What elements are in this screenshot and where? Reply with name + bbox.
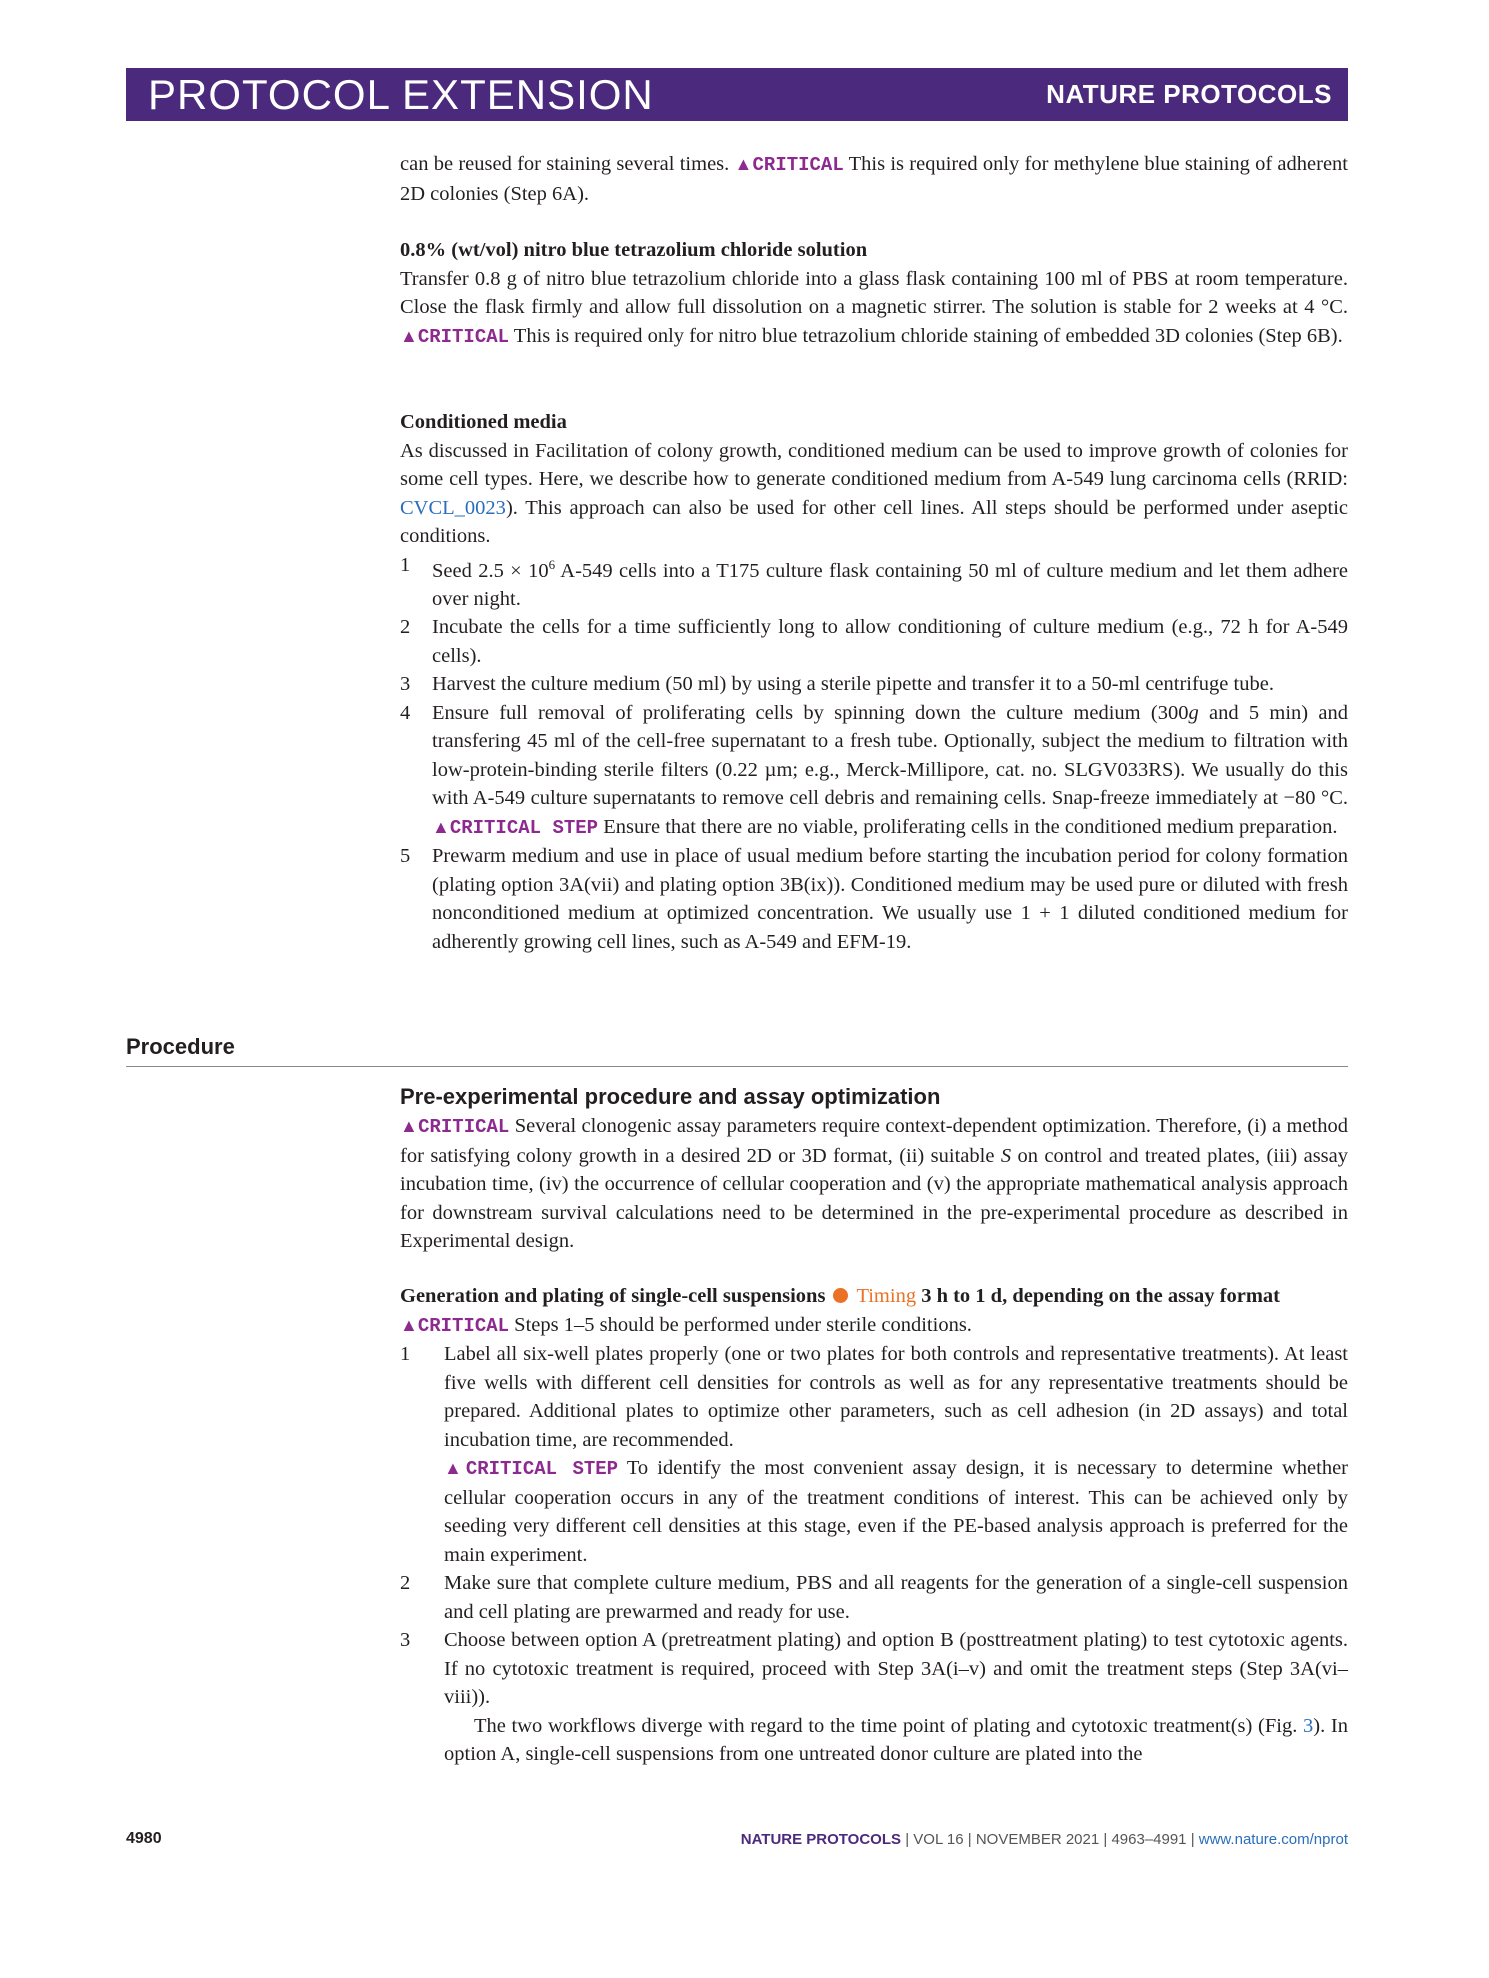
page-number: 4980 (126, 1830, 162, 1847)
critical-label: CRITICAL (418, 1116, 510, 1138)
item-text: Ensure that there are no viable, proliferating cells in the conditioned medium preparation. (598, 815, 1338, 838)
paragraph-text: Several clonogenic assay parameters require context-dependent optimization. Therefore, (i) a method for satisfying colony growth in a desired 2D or 3D format, (ii) suitable (400, 1115, 1349, 1167)
list-item (400, 699, 1348, 843)
critical-triangle-icon: ▲ (444, 1458, 466, 1478)
item-text: Harvest the culture medium (50 ml) by using a sterile pipette and transfer it to a 50-ml centrifuge tube. (432, 673, 1274, 696)
nbt-solution-section (400, 236, 1348, 351)
paragraph-text: on control and treated plates, (iii) assay incubation time, (iv) the occurrence of cellular cooperation and (v) the appropriate mathematical analysis approach for downstream survival calculations need to be determined in the pre-experimental procedure as described in Experimental design. (400, 1144, 1349, 1252)
italic-unit: g (1188, 701, 1199, 724)
procedure-step-2 (400, 1569, 1348, 1626)
step-text: ). In option A, single-cell suspensions from one untreated donor culture are plated into the (444, 1714, 1348, 1765)
header-banner (126, 68, 1348, 121)
critical-step-label: CRITICAL STEP (449, 816, 599, 839)
procedure-step-3 (400, 1626, 1348, 1769)
item-text: Seed 2.5 × 10 (432, 559, 549, 582)
step-number: 1 (400, 1343, 411, 1365)
item-text: and 5 min) and transfering 45 ml of the cell-free supernatant to a fresh tube. Optionally, subject the medium to filtration with low-protein-binding sterile filters (0.22 µm; e.g., Merck-Millipore, cat. no. SLGV033RS). We usually do this with A-549 culture supernatants to remove cell debris and remaining cells. Snap-freeze immediately at −80 °C. (432, 701, 1348, 810)
footer-pages: 4963–4991 (1111, 1831, 1187, 1848)
italic-symbol: S (1000, 1144, 1012, 1167)
list-item (400, 670, 1348, 699)
critical-triangle-icon: ▲ (400, 325, 418, 346)
critical-step-label: CRITICAL STEP (465, 1458, 619, 1480)
paragraph-text: can be reused for staining several times. (400, 153, 735, 175)
paragraph-text: Steps 1–5 should be performed under sterile conditions. (509, 1313, 972, 1336)
subsection-heading: Pre-experimental procedure and assay optimization (400, 1084, 941, 1109)
generation-plating-section (400, 1282, 1348, 1769)
superscript: 6 (548, 556, 556, 572)
footer-journal: NATURE PROTOCOLS (740, 1831, 902, 1848)
list-number: 3 (400, 673, 411, 696)
methylene-blue-paragraph (400, 150, 1348, 208)
list-number: 5 (400, 845, 411, 868)
critical-label: CRITICAL (417, 325, 510, 348)
critical-label: CRITICAL (752, 154, 844, 176)
section-heading: Conditioned media (400, 411, 567, 433)
critical-triangle-icon: ▲ (400, 1116, 419, 1136)
critical-triangle-icon: ▲ (432, 816, 450, 837)
paragraph-text: Transfer 0.8 g of nitro blue tetrazolium chloride into a glass flask containing 100 ml of PBS at room temperature. Close the flask firmly and allow full dissolution on a magnetic stirrer. The solution is stable for 2 weeks at 4 °C. (400, 267, 1348, 318)
heading-text: Generation and plating of single-cell suspensions (400, 1285, 826, 1307)
item-text: Ensure full removal of proliferating cells by spinning down the culture medium (300 (432, 701, 1189, 724)
procedure-step-1 (400, 1340, 1348, 1569)
conditioned-media-steps (400, 551, 1348, 957)
critical-triangle-icon: ▲ (400, 1314, 418, 1335)
pre-experimental-section (400, 1082, 1348, 1256)
list-item (400, 842, 1348, 956)
conditioned-media-section (400, 408, 1348, 956)
step-number: 2 (400, 1572, 411, 1594)
step-text: Make sure that complete culture medium, PBS and all reagents for the generation of a single-cell suspension and cell plating are prewarmed and ready for use. (444, 1572, 1348, 1623)
subsection-heading (400, 1282, 1348, 1311)
item-text: A-549 cells into a T175 culture flask containing 50 ml of culture medium and let them adhere over night. (432, 559, 1348, 610)
footer-date: NOVEMBER 2021 (975, 1831, 1100, 1848)
critical-triangle-icon: ▲ (734, 154, 753, 174)
step-text: Choose between option A (pretreatment plating) and option B (posttreatment plating) to test cytotoxic agents. If no cytotoxic treatment is required, proceed with Step 3A(i–v) and omit the treatment steps (Step 3A(vi–viii)). (444, 1629, 1348, 1708)
list-number: 4 (400, 701, 411, 724)
item-text: Incubate the cells for a time sufficiently long to allow conditioning of culture medium (e.g., 72 h for A-549 cells). (432, 616, 1348, 667)
timing-label: Timing (856, 1285, 917, 1307)
paragraph-text: As discussed in Facilitation of colony growth, conditioned medium can be used to improve growth of colonies for some cell types. Here, we describe how to generate conditioned medium from A-549 lung carcinoma cells (RRID: (400, 439, 1348, 490)
heading-text: 3 h to 1 d, depending on the assay format (921, 1285, 1280, 1307)
footer-citation: NATURE PROTOCOLS | VOL 16 | NOVEMBER 2021 | 4963–4991 | www.nature.com/nprot (740, 1831, 1348, 1848)
paragraph-text: This is required only for nitro blue tetrazolium chloride staining of embedded 3D colonies (Step 6B). (509, 324, 1343, 347)
critical-label: CRITICAL (417, 1314, 510, 1337)
paragraph-text: This is required only for methylene blue staining of adherent 2D colonies (Step 6A). (400, 153, 1348, 205)
step-text: The two workflows diverge with regard to the time point of plating and cytotoxic treatment(s) (Fig. (474, 1714, 1304, 1737)
footer-volume: VOL 16 (913, 1831, 964, 1848)
paragraph-text: ). This approach can also be used for other cell lines. All steps should be performed under aseptic conditions. (400, 496, 1348, 547)
step-number: 3 (400, 1629, 411, 1651)
procedure-heading: Procedure (126, 1034, 235, 1059)
footer-url-link[interactable]: www.nature.com/nprot (1198, 1831, 1348, 1848)
list-number: 2 (400, 616, 411, 639)
section-heading: 0.8% (wt/vol) nitro blue tetrazolium chloride solution (400, 239, 868, 261)
step-text: To identify the most convenient assay design, it is necessary to determine whether cellular cooperation occurs in any of the treatment conditions of interest. This can be achieved only by seeding very different cell densities at this stage, even if the PE-based analysis approach is preferred for the main experiment. (444, 1457, 1348, 1566)
list-item (400, 551, 1348, 614)
journal-name: NATURE PROTOCOLS (1046, 79, 1332, 109)
step-text: Label all six-well plates properly (one or two plates for both controls and representative treatments). At least five wells with different cell densities for controls as well as for any representative treatments should be prepared. Additional plates to optimize other parameters, such as cell adhesion (in 2D assays) and total incubation time, are recommended. (444, 1343, 1348, 1451)
list-item (400, 613, 1348, 670)
section-type-label: PROTOCOL EXTENSION (148, 70, 654, 118)
figure-link[interactable]: 3 (1303, 1714, 1314, 1737)
item-text: Prewarm medium and use in place of usual medium before starting the incubation period for colony formation (plating option 3A(vii) and plating option 3B(ix)). Conditioned medium may be used pure or diluted with fresh nonconditioned medium at optimized concentration. We usually use 1 + 1 diluted conditioned medium for adherently growing cell lines, such as A-549 and EFM-19. (432, 845, 1348, 953)
procedure-steps (400, 1340, 1348, 1769)
timing-icon (833, 1288, 848, 1303)
section-divider (126, 1066, 1348, 1067)
list-number: 1 (400, 553, 411, 576)
rrid-link[interactable]: CVCL_0023 (400, 496, 506, 519)
